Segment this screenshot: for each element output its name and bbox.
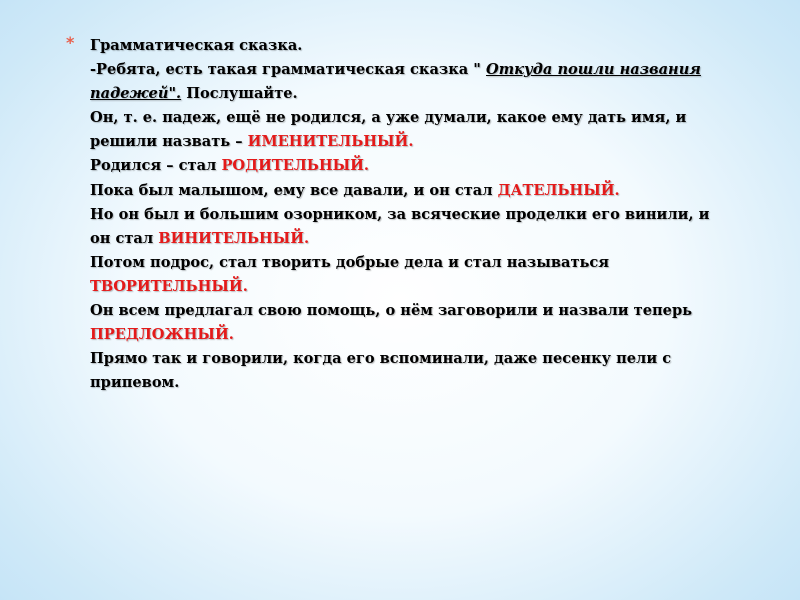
case-name-nominative: ИМЕНИТЕЛЬНЫЙ. — [247, 133, 414, 151]
text-line — [90, 299, 750, 323]
case-name-instrumental: ТВОРИТЕЛЬНЫЙ. — [90, 277, 248, 295]
text-line — [90, 323, 750, 347]
text-segment: Прямо так и говорили, когда его вспоминали, даже песенку пели с — [90, 350, 672, 368]
bullet-marker: * — [66, 33, 75, 52]
text-line — [90, 251, 750, 275]
text-segment: Потом подрос, стал творить добрые дела и стал называться — [90, 253, 610, 271]
text-line — [90, 82, 750, 106]
text-line — [90, 179, 750, 203]
text-line — [90, 275, 750, 299]
text-line — [90, 106, 750, 130]
text-line — [90, 34, 750, 58]
text-segment: решили назвать – — [90, 133, 248, 151]
text-line — [90, 203, 750, 227]
case-name-dative: ДАТЕЛЬНЫЙ. — [497, 181, 620, 199]
case-name-genitive: РОДИТЕЛЬНЫЙ. — [221, 157, 370, 175]
text-line — [90, 371, 750, 395]
story-title-part: Откуда пошли названия — [486, 61, 701, 79]
text-segment: Пока был малышом, ему все давали, и он стал — [90, 181, 498, 199]
text-segment: Послушайте. — [181, 85, 298, 103]
text-segment: припевом. — [90, 374, 180, 392]
slide-text — [90, 34, 750, 395]
text-segment: Родился – стал — [90, 157, 222, 175]
case-name-accusative: ВИНИТЕЛЬНЫЙ. — [158, 229, 310, 247]
text-segment: Но он был и большим озорником, за всяческие проделки его винили, и — [90, 205, 710, 223]
story-title-part: падежей". — [90, 85, 182, 103]
story-heading: Грамматическая сказка. — [90, 37, 303, 54]
text-segment: он стал — [90, 229, 159, 247]
text-line — [90, 154, 750, 178]
text-line — [90, 227, 750, 251]
text-segment: -Ребята, есть такая грамматическая сказка " — [90, 61, 486, 79]
case-name-prepositional: ПРЕДЛОЖНЫЙ. — [90, 326, 234, 344]
text-line — [90, 130, 750, 154]
text-segment: Он, т. е. падеж, ещё не родился, а уже думали, какое ему дать имя, и — [90, 109, 687, 127]
text-line — [90, 347, 750, 371]
text-line — [90, 58, 750, 82]
text-segment: Он всем предлагал свою помощь, о нём заговорили и назвали теперь — [90, 302, 693, 320]
